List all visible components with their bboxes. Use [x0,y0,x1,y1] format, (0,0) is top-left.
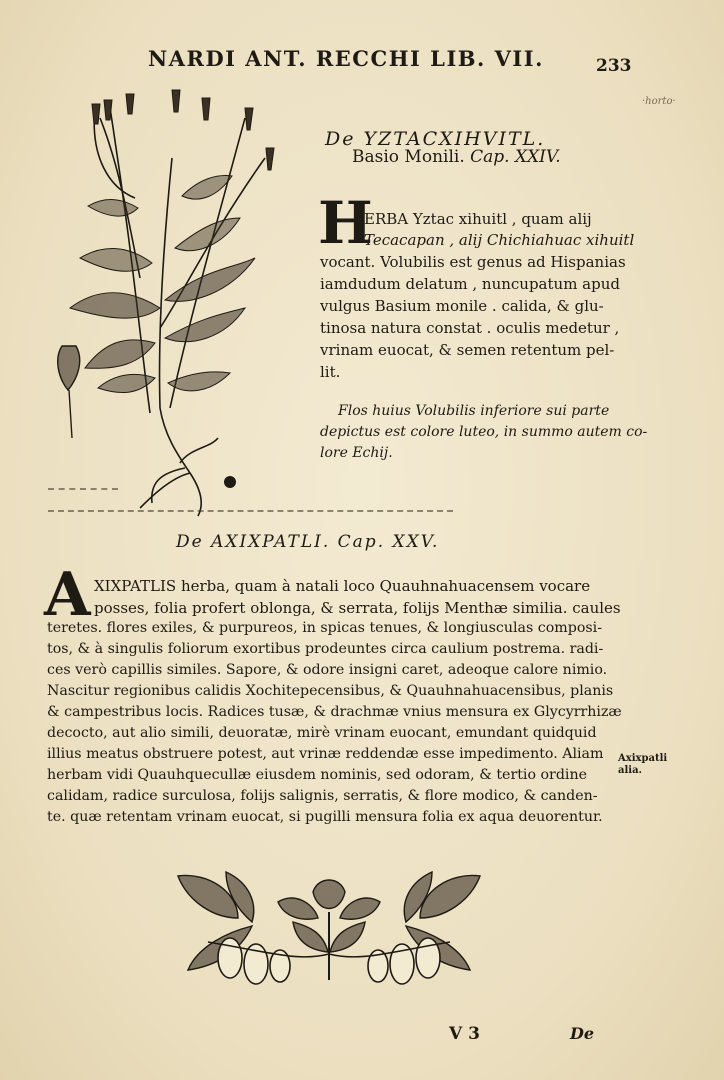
running-head: NARDI ANT. RECCHI LIB. VII. [148,46,544,71]
catchword: De [570,1024,595,1043]
margin-scribble: ·horto· [642,96,676,107]
section1-line: ERBA Yztac xihuitl , quam alij [364,210,592,228]
seed-dot [218,470,242,494]
figure-caption-line: Flos huius Volubilis inferiore sui parte [338,403,610,419]
section2-line: calidam, radice surculosa, folijs salignis, serratis, & flore modico, & canden- [47,788,598,804]
section2-line: tos, & à singulis foliorum exortibus prodeuntes circa caulium postrema. radi- [47,641,604,657]
section1-line: Tecacapan , alij Chichiahuac xihuitl [364,231,635,249]
section2-line: herbam vidi Quauhquecullæ eiusdem nominis, sed odoram, & tertio ordine [47,767,587,783]
section1-line: tinosa natura constat . oculis medetur , [320,319,620,337]
section2-heading: De AXIXPATLI. Cap. XXV. [176,532,440,552]
margin-note-line: Axixpatli [618,753,668,764]
section1-line: lit. [320,363,341,381]
section1-line: vrinam euocat, & semen retentum pel- [320,341,615,359]
section1-subheading [352,147,561,167]
section1-line: vulgus Basium monile . calida, & glu- [320,297,604,315]
section1-subheading-text: Basio Monili. [352,147,465,167]
section2-dropcap: A [44,560,91,630]
section1-line: vocant. Volubilis est genus ad Hispanias [320,253,626,271]
section2-line: te. quæ retentam vrinam euocat, si pugilli mensura folia ex aqua deuorentur. [47,809,603,825]
section2-line: illius meatus obstruere potest, aut vrinæ reddendæ esse impedimento. Aliam [47,746,604,762]
margin-note-line: alia. [618,765,643,776]
section2-line: teretes. flores exiles, & purpureos, in spicas tenues, & longiusculas composi- [47,620,602,636]
section1-chapter: Cap. XXIV. [470,147,561,167]
figure-caption-line: lore Echij. [320,445,393,461]
figure-caption-line: depictus est colore luteo, in summo autem co- [320,424,648,440]
plant-woodcut-illustration [40,78,290,518]
page-number: 233 [596,56,632,76]
signature-mark: V 3 [449,1024,480,1044]
section1-line: iamdudum delatum , nuncupatum apud [320,275,620,293]
section2-line: decocto, aut alio simili, deuoratæ, mirè vrinam euocant, emundant quidquid [47,725,597,741]
section2-line: XIXPATLIS herba, quam à natali loco Quauhnahuacensem vocare [94,577,591,595]
section1-heading: De YZTACXIHVITL. [325,128,546,150]
section1-dropcap: H [318,189,373,257]
section2-line: & campestribus locis. Radices tusæ, & drachmæ vnius mensura ex Glycyrrhizæ [47,704,622,720]
section2-line: Nascitur regionibus calidis Xochitepecensibus, & Quauhnahuacensibus, planis [47,683,614,699]
section2-line: posses, folia profert oblonga, & serrata, folijs Menthæ similia. caules [94,599,621,617]
section2-line: ces verò capillis similes. Sapore, & odore insigni caret, adeoque calore nimio. [47,662,608,678]
divider-rule [48,510,453,512]
divider-rule [48,488,118,490]
margin-note [618,753,667,777]
floral-ornament [168,862,490,992]
